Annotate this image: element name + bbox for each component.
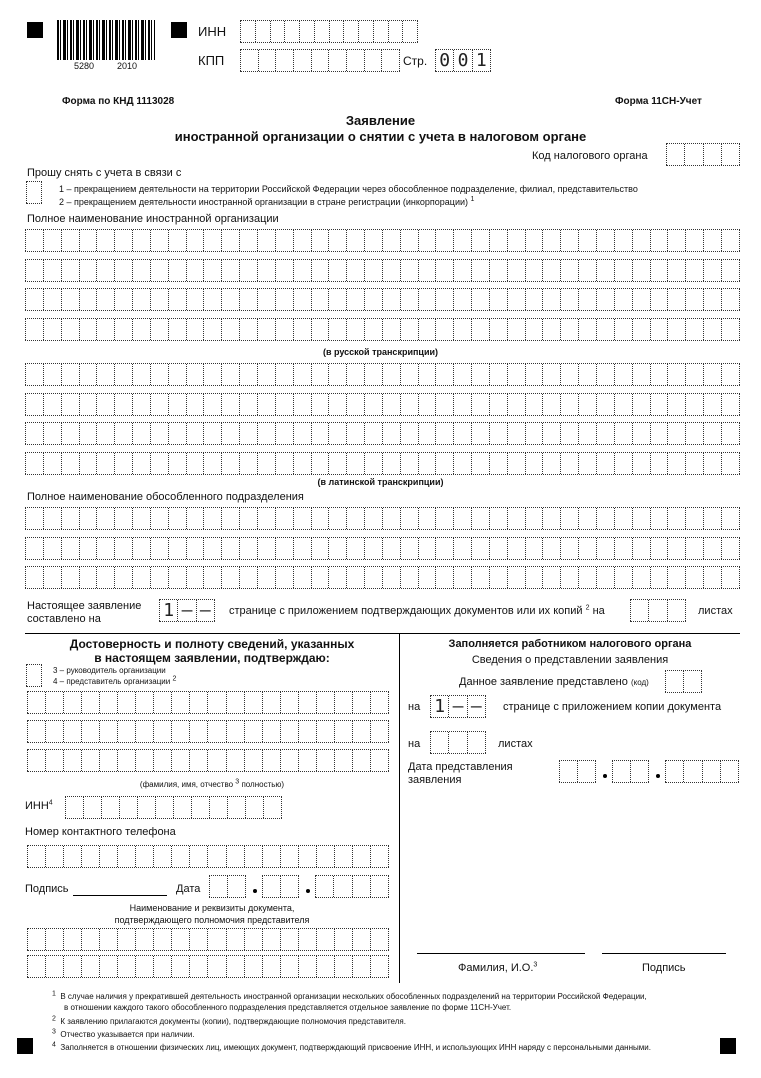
latin-transcription-caption: (в латинской транскрипции) xyxy=(317,477,444,487)
column-divider xyxy=(399,633,400,983)
phone-label: Номер контактного телефона xyxy=(25,826,176,838)
branch-name-row[interactable] xyxy=(25,537,740,560)
tax-authority-code-label: Код налогового органа xyxy=(532,150,648,162)
footnote-3: $^3$ Отчество указывается при наличии. xyxy=(52,1028,195,1039)
signer-type-field[interactable] xyxy=(26,664,42,687)
branch-name-row[interactable] xyxy=(25,507,740,530)
reason-option-1: 1 – прекращением деятельности на территории Российской Федерации через обособленное подразделение, филиал, представительство xyxy=(59,184,638,194)
date-month-field[interactable] xyxy=(262,875,299,898)
registration-marker-bottom-right xyxy=(720,1038,736,1054)
officer-pages-field[interactable]: 1 – – xyxy=(430,695,486,718)
phone-field[interactable] xyxy=(27,845,389,868)
fio-row[interactable] xyxy=(27,720,389,743)
confirm-title-line2: в настоящем заявлении, подтверждаю: xyxy=(94,651,330,665)
officer-na-label-2: на xyxy=(408,738,421,750)
sheets-label: листах xyxy=(698,605,733,617)
tax-officer-title: Заполняется работником налогового органа xyxy=(448,638,692,650)
org-name-russian-row[interactable] xyxy=(25,229,740,252)
org-name-latin-row[interactable] xyxy=(25,393,740,416)
registration-marker-bottom-left xyxy=(17,1038,33,1054)
date-year-field[interactable] xyxy=(315,875,389,898)
tax-officer-subtitle: Сведения о представлении заявления xyxy=(471,654,669,666)
org-name-russian-row[interactable] xyxy=(25,318,740,341)
barcode-number-1: 5280 xyxy=(74,61,95,71)
officer-fio-label: Фамилия, И.О.$^3$ xyxy=(458,961,538,974)
org-name-latin-row[interactable] xyxy=(25,452,740,475)
date-separator-dot xyxy=(253,889,257,893)
section-divider xyxy=(25,633,740,634)
officer-fio-line[interactable] xyxy=(417,953,585,954)
form-name: Форма 11СН-Учет xyxy=(615,96,702,107)
submission-code-field[interactable] xyxy=(665,670,702,693)
page-label: Стр. xyxy=(403,54,428,68)
tax-authority-code-field[interactable] xyxy=(666,143,740,166)
officer-signature-line[interactable] xyxy=(602,953,726,954)
officer-na-label-1: на xyxy=(408,701,421,713)
authority-doc-caption-line2: подтверждающего полномочия представителя xyxy=(114,915,310,925)
document-subtitle: иностранной организации о снятии с учета в налоговом органе xyxy=(174,129,587,144)
pages-label-line1: Настоящее заявление xyxy=(27,600,142,612)
submission-date-year[interactable] xyxy=(665,760,739,783)
footnote-4: $^4$ Заполняется в отношении физических лиц, имеющих документ, подтверждающий присвоение ИНН, и использующих ИНН наряду с персональными данными. xyxy=(52,1041,651,1052)
footnote-2: $^2$ К заявлению прилагаются документы (копии), подтверждающие полномочия представителя. xyxy=(52,1015,406,1026)
reason-option-2: 2 – прекращением деятельности иностранной организации в стране регистрации (инкорпорации) $^1$ xyxy=(59,196,475,207)
signer-inn-field[interactable] xyxy=(65,796,282,819)
branch-name-row[interactable] xyxy=(25,566,740,589)
date-separator-dot xyxy=(306,889,310,893)
officer-signature-label: Подпись xyxy=(642,962,686,974)
pages-count-field[interactable]: 1 – – xyxy=(159,599,215,622)
org-name-russian-row[interactable] xyxy=(25,259,740,282)
org-name-latin-row[interactable] xyxy=(25,363,740,386)
page-digit: 0 xyxy=(453,50,471,71)
kpp-label: КПП xyxy=(198,53,225,68)
signer-option-3: 3 – руководитель организации xyxy=(53,666,166,675)
barcode-number-2: 2010 xyxy=(117,61,138,71)
officer-pages-text: странице с приложением копии документа xyxy=(503,701,722,713)
fio-caption: (фамилия, имя, отчество $^3$ полностью) xyxy=(139,778,285,789)
date-separator-dot xyxy=(656,774,660,778)
pages-label-line2: составлено на xyxy=(27,613,101,625)
submitted-label: Данное заявление представлено (код) xyxy=(459,676,649,688)
signer-option-4: 4 – представитель организации $^2$ xyxy=(53,675,177,686)
page-number-field xyxy=(435,49,491,72)
page-digit: 0 xyxy=(435,50,453,71)
footnote-1-cont: в отношении каждого такого обособленного подразделения представляется отдельное заявление по форме 11СН-Учет. xyxy=(64,1003,512,1012)
signer-inn-label: ИНН$^4$ xyxy=(25,799,53,812)
org-name-russian-row[interactable] xyxy=(25,288,740,311)
reason-intro: Прошу снять с учета в связи с xyxy=(27,167,182,179)
submission-date-month[interactable] xyxy=(612,760,649,783)
page-digit: 1 xyxy=(472,50,491,71)
date-day-field[interactable] xyxy=(209,875,246,898)
authority-doc-caption-line1: Наименование и реквизиты документа, xyxy=(129,903,295,913)
registration-marker-top-left xyxy=(27,22,43,38)
reason-code-field[interactable] xyxy=(26,181,42,204)
signature-label: Подпись xyxy=(25,883,69,895)
confirm-title-line1: Достоверность и полноту сведений, указанных xyxy=(69,637,355,651)
authority-doc-row[interactable] xyxy=(27,955,389,978)
fio-row[interactable] xyxy=(27,691,389,714)
barcode xyxy=(57,20,155,60)
date-label: Дата xyxy=(176,883,201,895)
submission-date-label-line2: заявления xyxy=(408,774,462,786)
fio-row[interactable] xyxy=(27,749,389,772)
registration-marker-top-middle xyxy=(171,22,187,38)
russian-transcription-caption: (в русской транскрипции) xyxy=(322,347,439,357)
attachment-sheets-field[interactable] xyxy=(630,599,686,622)
footnote-1: $^1$ В случае наличия у прекратившей деятельность иностранной организации нескольких обособленных подразделений на территории Российской Федерации, xyxy=(52,990,647,1001)
kpp-field[interactable] xyxy=(240,49,400,72)
inn-field[interactable] xyxy=(240,20,418,43)
officer-sheets-label: листах xyxy=(498,738,533,750)
submission-date-day[interactable] xyxy=(559,760,596,783)
document-title: Заявление xyxy=(345,113,416,128)
date-separator-dot xyxy=(603,774,607,778)
org-name-latin-row[interactable] xyxy=(25,422,740,445)
form-knd-code: Форма по КНД 1113028 xyxy=(62,96,175,107)
authority-doc-row[interactable] xyxy=(27,928,389,951)
pages-middle-text: странице с приложением подтверждающих документов или их копий $^2$ на xyxy=(229,604,605,617)
submission-date-label-line1: Дата представления xyxy=(408,761,513,773)
officer-sheets-field[interactable] xyxy=(430,731,486,754)
inn-label: ИНН xyxy=(198,24,227,39)
branch-name-label: Полное наименование обособленного подразделения xyxy=(27,491,304,503)
org-name-label: Полное наименование иностранной организации xyxy=(27,213,279,225)
signature-line[interactable] xyxy=(73,895,167,896)
